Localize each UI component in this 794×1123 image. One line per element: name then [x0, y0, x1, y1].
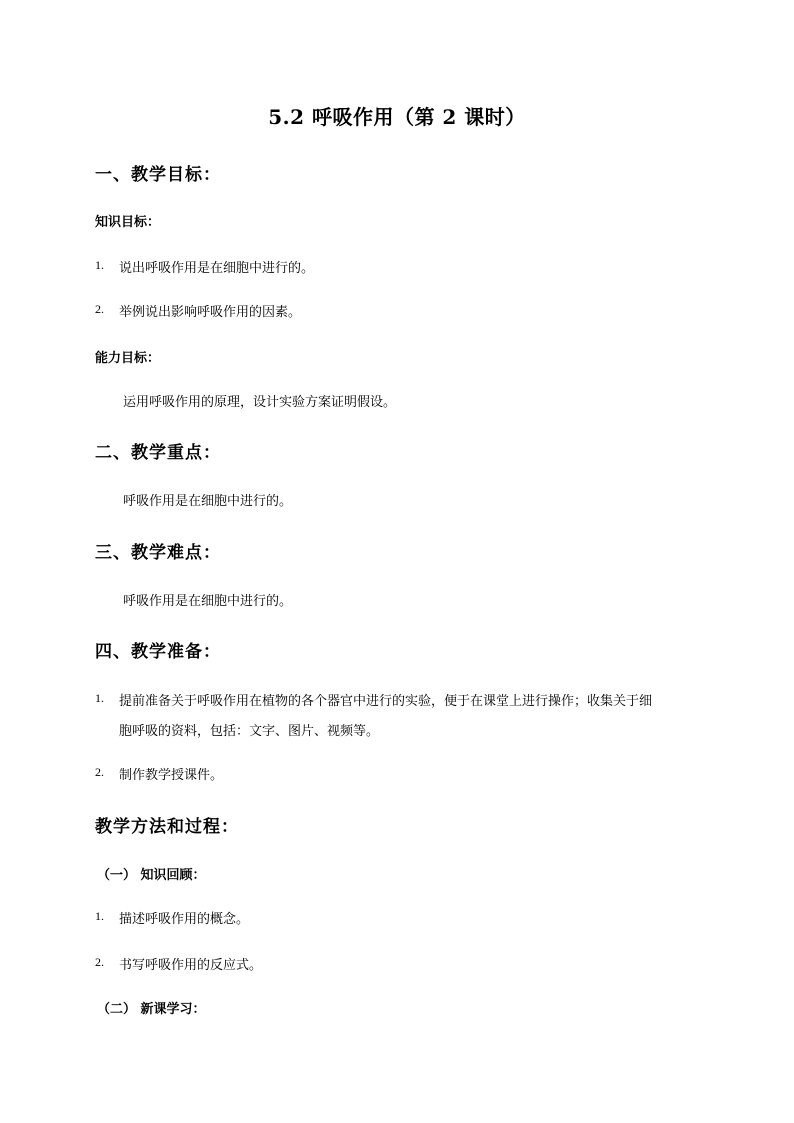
subheading-new-lesson: （二） 新课学习： — [97, 1002, 206, 1017]
section-heading-preparation: 四、教学准备： — [95, 642, 221, 662]
list-item-text: 制作教学授课件。 — [119, 768, 224, 783]
subheading-knowledge: 知识目标： — [95, 215, 161, 230]
paragraph-key-points: 呼吸作用是在细胞中进行的。 — [123, 494, 293, 509]
section-heading-key-points: 二、教学重点： — [95, 443, 221, 463]
subheading-review: （一） 知识回顾： — [97, 868, 206, 883]
list-item-number: 2. — [95, 765, 104, 779]
paragraph-ability: 运用呼吸作用的原理，设计实验方案证明假设。 — [123, 395, 397, 410]
section-heading-methods: 教学方法和过程： — [95, 817, 239, 837]
list-item-text: 说出呼吸作用是在细胞中进行的。 — [119, 261, 315, 276]
list-item-number: 2. — [95, 302, 104, 316]
list-item-text: 描述呼吸作用的概念。 — [119, 912, 250, 927]
list-item-text: 举例说出影响呼吸作用的因素。 — [119, 305, 302, 320]
page-title: 5.2 呼吸作用（第 2 课时） — [268, 105, 526, 129]
paragraph-difficulties: 呼吸作用是在细胞中进行的。 — [123, 594, 293, 609]
list-item-number: 2. — [95, 955, 104, 969]
list-item-number: 1. — [95, 258, 104, 272]
section-heading-difficulties: 三、教学难点： — [95, 543, 221, 563]
list-item-text: 书写呼吸作用的反应式。 — [119, 958, 263, 973]
list-item-text: 提前准备关于呼吸作用在植物的各个器官中进行的实验，便于在课堂上进行操作；收集关于细 — [119, 694, 653, 709]
subheading-ability: 能力目标： — [95, 351, 161, 366]
list-item-text-continued: 胞呼吸的资料，包括：文字、图片、视频等。 — [119, 724, 380, 739]
list-item-number: 1. — [95, 909, 104, 923]
list-item-number: 1. — [95, 691, 104, 705]
section-heading-objectives: 一、教学目标： — [95, 165, 221, 185]
